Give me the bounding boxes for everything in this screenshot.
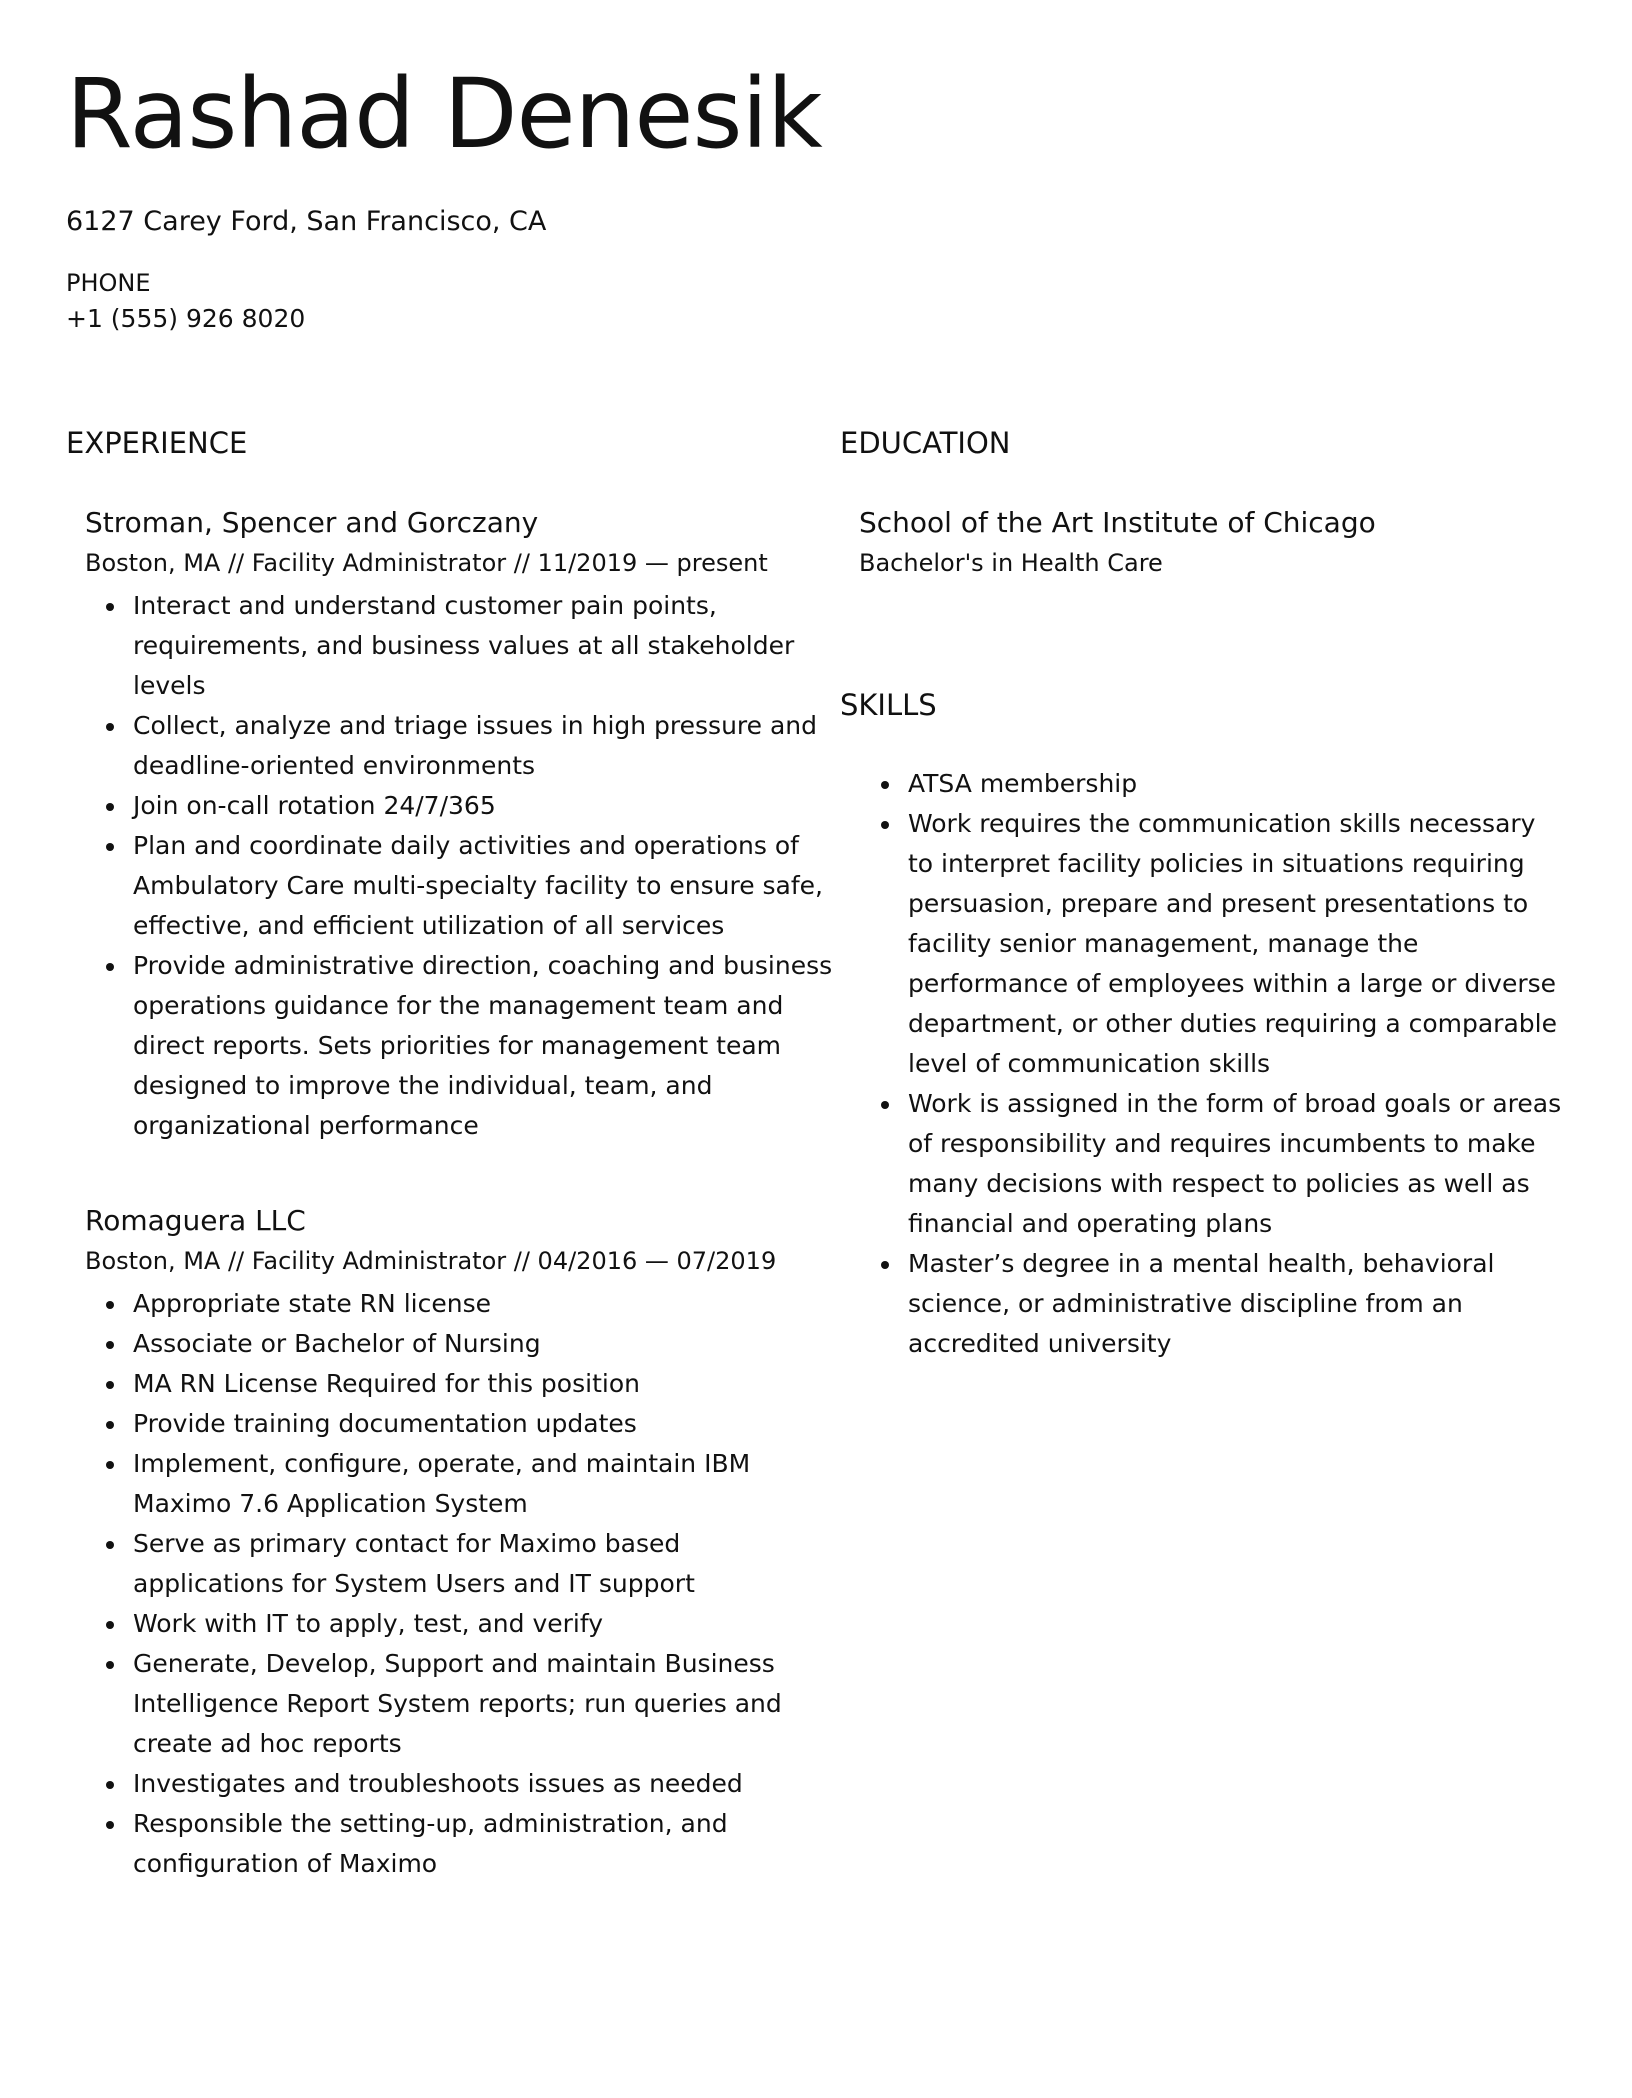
list-item: Associate or Bachelor of Nursing: [133, 1324, 813, 1364]
experience-column: [66, 424, 833, 1884]
list-item: Work with IT to apply, test, and verify: [133, 1604, 813, 1644]
phone-label: PHONE: [66, 269, 151, 297]
list-item: Collect, analyze and triage issues in high pressure and deadline-oriented environments: [133, 706, 833, 786]
company-name: Romaguera LLC: [85, 1204, 306, 1237]
school-name: School of the Art Institute of Chicago: [859, 506, 1376, 539]
education-skills-column: [840, 424, 1570, 1364]
list-item: Responsible the setting-up, administration, and configuration of Maximo: [133, 1804, 813, 1884]
candidate-name: Rashad Denesik: [66, 58, 822, 170]
list-item: ATSA membership: [908, 764, 1568, 804]
list-item: Implement, configure, operate, and maintain IBM Maximo 7.6 Application System: [133, 1444, 813, 1524]
address: 6127 Carey Ford, San Francisco, CA: [66, 206, 547, 237]
list-item: Interact and understand customer pain points, requirements, and business values at all stakeholder levels: [133, 586, 833, 706]
skills-heading: SKILLS: [840, 688, 937, 722]
list-item: Master’s degree in a mental health, behavioral science, or administrative discipline from an accredited university: [908, 1244, 1568, 1364]
list-item: Plan and coordinate daily activities and operations of Ambulatory Care multi-specialty facility to ensure safe, effective, and efficient utilization of all services: [133, 826, 833, 946]
list-item: Appropriate state RN license: [133, 1284, 813, 1324]
education-entry: [859, 504, 1570, 580]
list-item: Generate, Develop, Support and maintain Business Intelligence Report System reports; run queries and create ad hoc reports: [133, 1644, 813, 1764]
list-item: MA RN License Required for this position: [133, 1364, 813, 1404]
list-item: Work is assigned in the form of broad goals or areas of responsibility and requires incumbents to make many decisions with respect to policies as well as financial and operating plans: [908, 1084, 1568, 1244]
company-name: Stroman, Spencer and Gorczany: [85, 506, 539, 539]
list-item: Provide administrative direction, coaching and business operations guidance for the management team and direct reports. Sets priorities for management team designed to improve the individual, team, and organizational performance: [133, 946, 833, 1146]
skills-list: [840, 764, 1568, 1364]
list-item: Work requires the communication skills necessary to interpret facility policies in situations requiring persuasion, prepare and present presentations to facility senior management, manage the performance of employees within a large or diverse department, or other duties requiring a comparable level of communication skills: [908, 804, 1568, 1084]
job-bullet-list: [85, 586, 833, 1146]
list-item: Join on-call rotation 24/7/365: [133, 786, 833, 826]
experience-entry: [85, 504, 833, 1146]
job-meta: Boston, MA // Facility Administrator // 11/2019 — present: [85, 549, 768, 577]
phone-number: +1 (555) 926 8020: [66, 304, 306, 333]
job-bullet-list: [85, 1284, 813, 1884]
education-heading: EDUCATION: [840, 426, 1011, 460]
list-item: Serve as primary contact for Maximo based applications for System Users and IT support: [133, 1524, 813, 1604]
list-item: Investigates and troubleshoots issues as needed: [133, 1764, 813, 1804]
experience-heading: EXPERIENCE: [66, 426, 248, 460]
experience-entry: [85, 1202, 796, 1884]
job-meta: Boston, MA // Facility Administrator // 04/2016 — 07/2019: [85, 1247, 777, 1275]
list-item: Provide training documentation updates: [133, 1404, 813, 1444]
degree: Bachelor's in Health Care: [859, 549, 1163, 577]
